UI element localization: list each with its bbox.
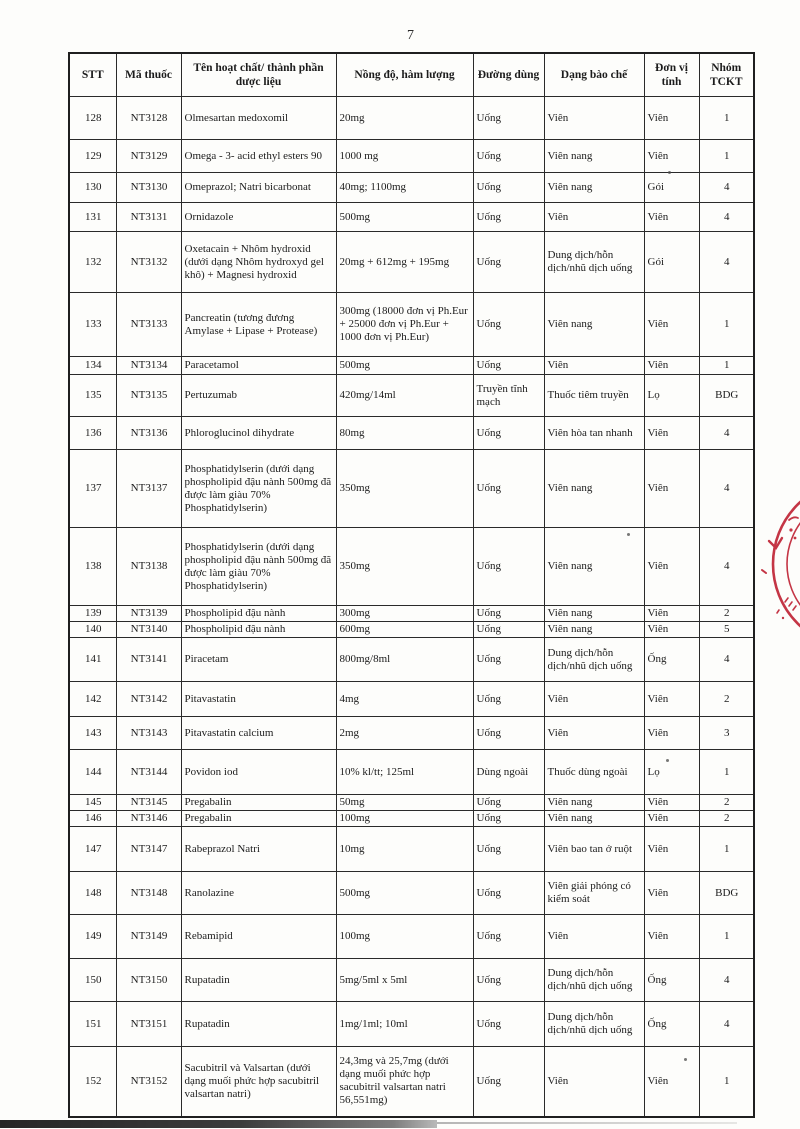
header-nhom-tckt: Nhóm TCKT bbox=[699, 53, 754, 97]
cell-name: Ranolazine bbox=[181, 872, 336, 915]
cell-strength: 10% kl/tt; 125ml bbox=[336, 750, 473, 795]
cell-group: BDG bbox=[699, 375, 754, 417]
cell-form: Dung dịch/hỗn dịch/nhũ dịch uống bbox=[544, 959, 644, 1002]
cell-name: Ornidazole bbox=[181, 203, 336, 232]
cell-name: Piracetam bbox=[181, 638, 336, 682]
cell-form: Viên nang bbox=[544, 606, 644, 622]
cell-unit: Viên bbox=[644, 140, 699, 173]
table-row bbox=[69, 622, 754, 638]
cell-code: NT3141 bbox=[116, 638, 181, 682]
cell-name: Pertuzumab bbox=[181, 375, 336, 417]
cell-route: Uống bbox=[473, 232, 544, 293]
cell-code: NT3139 bbox=[116, 606, 181, 622]
cell-name: Phloroglucinol dihydrate bbox=[181, 417, 336, 450]
cell-unit: Viên bbox=[644, 682, 699, 717]
cell-stt: 142 bbox=[69, 682, 116, 717]
cell-route: Uống bbox=[473, 811, 544, 827]
cell-name: Povidon iod bbox=[181, 750, 336, 795]
table-header bbox=[69, 53, 754, 97]
scan-noise-dot bbox=[684, 1058, 687, 1061]
table-row bbox=[69, 173, 754, 203]
cell-stt: 130 bbox=[69, 173, 116, 203]
cell-strength: 100mg bbox=[336, 811, 473, 827]
table-row bbox=[69, 1047, 754, 1117]
cell-code: NT3143 bbox=[116, 717, 181, 750]
cell-group: 4 bbox=[699, 203, 754, 232]
cell-form: Viên bbox=[544, 1047, 644, 1117]
cell-group: 1 bbox=[699, 915, 754, 959]
cell-strength: 80mg bbox=[336, 417, 473, 450]
cell-stt: 140 bbox=[69, 622, 116, 638]
cell-unit: Viên bbox=[644, 915, 699, 959]
cell-name: Paracetamol bbox=[181, 357, 336, 375]
table-row bbox=[69, 750, 754, 795]
cell-group: 4 bbox=[699, 959, 754, 1002]
cell-code: NT3144 bbox=[116, 750, 181, 795]
cell-form: Viên nang bbox=[544, 622, 644, 638]
cell-name: Omeprazol; Natri bicarbonat bbox=[181, 173, 336, 203]
table-header-row bbox=[69, 53, 754, 97]
cell-form: Viên bbox=[544, 203, 644, 232]
cell-form: Viên nang bbox=[544, 795, 644, 811]
cell-unit: Ống bbox=[644, 959, 699, 1002]
cell-group: 2 bbox=[699, 795, 754, 811]
cell-stt: 139 bbox=[69, 606, 116, 622]
cell-unit: Viên bbox=[644, 811, 699, 827]
cell-group: 4 bbox=[699, 173, 754, 203]
table-row bbox=[69, 638, 754, 682]
cell-group: BDG bbox=[699, 872, 754, 915]
cell-group: 1 bbox=[699, 357, 754, 375]
cell-strength: 20mg + 612mg + 195mg bbox=[336, 232, 473, 293]
cell-strength: 500mg bbox=[336, 203, 473, 232]
cell-route: Uống bbox=[473, 97, 544, 140]
cell-code: NT3151 bbox=[116, 1002, 181, 1047]
cell-group: 5 bbox=[699, 622, 754, 638]
cell-unit: Viên bbox=[644, 417, 699, 450]
cell-unit: Lọ bbox=[644, 750, 699, 795]
cell-stt: 137 bbox=[69, 450, 116, 528]
cell-unit: Viên bbox=[644, 622, 699, 638]
cell-code: NT3149 bbox=[116, 915, 181, 959]
cell-route: Uống bbox=[473, 638, 544, 682]
cell-name: Olmesartan medoxomil bbox=[181, 97, 336, 140]
header-nong-do: Nồng độ, hàm lượng bbox=[336, 53, 473, 97]
cell-unit: Gói bbox=[644, 173, 699, 203]
cell-form: Thuốc tiêm truyền bbox=[544, 375, 644, 417]
cell-route: Uống bbox=[473, 622, 544, 638]
cell-strength: 24,3mg và 25,7mg (dưới dạng muối phức hợp sacubitril valsartan natri 56,551mg) bbox=[336, 1047, 473, 1117]
cell-form: Dung dịch/hỗn dịch/nhũ dịch uống bbox=[544, 232, 644, 293]
table-row bbox=[69, 232, 754, 293]
cell-stt: 147 bbox=[69, 827, 116, 872]
cell-group: 1 bbox=[699, 140, 754, 173]
cell-stt: 138 bbox=[69, 528, 116, 606]
cell-strength: 20mg bbox=[336, 97, 473, 140]
cell-form: Viên bbox=[544, 97, 644, 140]
cell-form: Viên bbox=[544, 357, 644, 375]
cell-group: 4 bbox=[699, 450, 754, 528]
cell-form: Viên nang bbox=[544, 450, 644, 528]
cell-code: NT3146 bbox=[116, 811, 181, 827]
cell-code: NT3140 bbox=[116, 622, 181, 638]
table-row bbox=[69, 203, 754, 232]
cell-code: NT3129 bbox=[116, 140, 181, 173]
cell-name: Phosphatidylserin (dưới dạng phospholipid đậu nành 500mg đã được làm giàu 70% Phosphatidylserin) bbox=[181, 528, 336, 606]
table-row bbox=[69, 357, 754, 375]
cell-strength: 5mg/5ml x 5ml bbox=[336, 959, 473, 1002]
cell-strength: 4mg bbox=[336, 682, 473, 717]
cell-name: Rupatadin bbox=[181, 959, 336, 1002]
cell-unit: Viên bbox=[644, 357, 699, 375]
cell-form: Viên giải phóng có kiểm soát bbox=[544, 872, 644, 915]
cell-name: Pancreatin (tương đương Amylase + Lipase + Protease) bbox=[181, 293, 336, 357]
cell-strength: 10mg bbox=[336, 827, 473, 872]
cell-group: 2 bbox=[699, 811, 754, 827]
cell-stt: 143 bbox=[69, 717, 116, 750]
cell-name: Phospholipid đậu nành bbox=[181, 606, 336, 622]
cell-stt: 144 bbox=[69, 750, 116, 795]
cell-stt: 131 bbox=[69, 203, 116, 232]
cell-stt: 145 bbox=[69, 795, 116, 811]
drug-table-body bbox=[69, 97, 754, 1117]
scan-noise-dot bbox=[627, 533, 630, 536]
cell-strength: 350mg bbox=[336, 528, 473, 606]
header-don-vi-tinh: Đơn vị tính bbox=[644, 53, 699, 97]
cell-group: 2 bbox=[699, 606, 754, 622]
cell-strength: 300mg (18000 đơn vị Ph.Eur + 25000 đơn vị Ph.Eur + 1000 đơn vị Ph.Eur) bbox=[336, 293, 473, 357]
cell-unit: Lọ bbox=[644, 375, 699, 417]
cell-name: Phospholipid đậu nành bbox=[181, 622, 336, 638]
cell-name: Pregabalin bbox=[181, 811, 336, 827]
cell-route: Uống bbox=[473, 827, 544, 872]
cell-unit: Viên bbox=[644, 872, 699, 915]
table-row bbox=[69, 872, 754, 915]
table-row bbox=[69, 528, 754, 606]
cell-route: Uống bbox=[473, 1002, 544, 1047]
cell-stt: 148 bbox=[69, 872, 116, 915]
cell-name: Pregabalin bbox=[181, 795, 336, 811]
cell-code: NT3131 bbox=[116, 203, 181, 232]
cell-group: 3 bbox=[699, 717, 754, 750]
cell-group: 1 bbox=[699, 1047, 754, 1117]
cell-strength: 350mg bbox=[336, 450, 473, 528]
cell-route: Dùng ngoài bbox=[473, 750, 544, 795]
cell-strength: 500mg bbox=[336, 872, 473, 915]
cell-code: NT3136 bbox=[116, 417, 181, 450]
cell-stt: 132 bbox=[69, 232, 116, 293]
cell-group: 1 bbox=[699, 97, 754, 140]
cell-form: Viên nang bbox=[544, 528, 644, 606]
cell-form: Viên bbox=[544, 717, 644, 750]
cell-code: NT3145 bbox=[116, 795, 181, 811]
cell-route: Uống bbox=[473, 872, 544, 915]
cell-unit: Viên bbox=[644, 827, 699, 872]
table-row bbox=[69, 450, 754, 528]
cell-unit: Viên bbox=[644, 97, 699, 140]
cell-group: 4 bbox=[699, 417, 754, 450]
cell-stt: 149 bbox=[69, 915, 116, 959]
cell-stt: 146 bbox=[69, 811, 116, 827]
table-row bbox=[69, 417, 754, 450]
cell-stt: 128 bbox=[69, 97, 116, 140]
cell-route: Uống bbox=[473, 528, 544, 606]
cell-strength: 1000 mg bbox=[336, 140, 473, 173]
cell-name: Omega - 3- acid ethyl esters 90 bbox=[181, 140, 336, 173]
cell-route: Uống bbox=[473, 606, 544, 622]
header-dang-bao-che: Dạng bào chế bbox=[544, 53, 644, 97]
cell-unit: Ống bbox=[644, 638, 699, 682]
cell-name: Rebamipid bbox=[181, 915, 336, 959]
cell-form: Viên hòa tan nhanh bbox=[544, 417, 644, 450]
table-row bbox=[69, 795, 754, 811]
cell-route: Uống bbox=[473, 203, 544, 232]
cell-strength: 1mg/1ml; 10ml bbox=[336, 1002, 473, 1047]
cell-form: Thuốc dùng ngoài bbox=[544, 750, 644, 795]
cell-form: Dung dịch/hỗn dịch/nhũ dịch uống bbox=[544, 638, 644, 682]
cell-group: 2 bbox=[699, 682, 754, 717]
cell-strength: 40mg; 1100mg bbox=[336, 173, 473, 203]
cell-form: Viên nang bbox=[544, 173, 644, 203]
cell-code: NT3133 bbox=[116, 293, 181, 357]
cell-strength: 800mg/8ml bbox=[336, 638, 473, 682]
cell-stt: 150 bbox=[69, 959, 116, 1002]
cell-group: 1 bbox=[699, 827, 754, 872]
cell-unit: Viên bbox=[644, 1047, 699, 1117]
cell-name: Phosphatidylserin (dưới dạng phospholipid đậu nành 500mg đã được làm giàu 70% Phosphatidylserin) bbox=[181, 450, 336, 528]
cell-route: Uống bbox=[473, 417, 544, 450]
header-stt: STT bbox=[69, 53, 116, 97]
cell-unit: Viên bbox=[644, 606, 699, 622]
cell-code: NT3128 bbox=[116, 97, 181, 140]
scan-noise-dot bbox=[668, 171, 671, 174]
cell-route: Uống bbox=[473, 795, 544, 811]
cell-code: NT3135 bbox=[116, 375, 181, 417]
table-row bbox=[69, 606, 754, 622]
cell-code: NT3148 bbox=[116, 872, 181, 915]
cell-route: Uống bbox=[473, 682, 544, 717]
cell-name: Pitavastatin bbox=[181, 682, 336, 717]
cell-code: NT3134 bbox=[116, 357, 181, 375]
cell-stt: 141 bbox=[69, 638, 116, 682]
page-number: 7 bbox=[407, 28, 414, 43]
cell-form: Viên bao tan ở ruột bbox=[544, 827, 644, 872]
scan-artifact-bar bbox=[0, 1120, 437, 1128]
table-row bbox=[69, 682, 754, 717]
cell-code: NT3152 bbox=[116, 1047, 181, 1117]
cell-code: NT3150 bbox=[116, 959, 181, 1002]
table-row bbox=[69, 827, 754, 872]
table-row bbox=[69, 1002, 754, 1047]
cell-form: Viên bbox=[544, 682, 644, 717]
cell-name: Oxetacain + Nhôm hydroxid (dưới dạng Nhôm hydroxyd gel khô) + Magnesi hydroxid bbox=[181, 232, 336, 293]
cell-stt: 133 bbox=[69, 293, 116, 357]
cell-unit: Viên bbox=[644, 450, 699, 528]
cell-name: Rupatadin bbox=[181, 1002, 336, 1047]
cell-stt: 151 bbox=[69, 1002, 116, 1047]
cell-strength: 420mg/14ml bbox=[336, 375, 473, 417]
cell-stt: 136 bbox=[69, 417, 116, 450]
header-duong-dung: Đường dùng bbox=[473, 53, 544, 97]
cell-strength: 100mg bbox=[336, 915, 473, 959]
cell-route: Truyền tĩnh mạch bbox=[473, 375, 544, 417]
cell-unit: Viên bbox=[644, 293, 699, 357]
cell-route: Uống bbox=[473, 450, 544, 528]
cell-form: Viên bbox=[544, 915, 644, 959]
official-red-stamp bbox=[755, 478, 800, 653]
table-row bbox=[69, 811, 754, 827]
cell-group: 4 bbox=[699, 1002, 754, 1047]
cell-unit: Viên bbox=[644, 795, 699, 811]
cell-unit: Viên bbox=[644, 528, 699, 606]
cell-strength: 50mg bbox=[336, 795, 473, 811]
cell-strength: 600mg bbox=[336, 622, 473, 638]
table-row bbox=[69, 915, 754, 959]
cell-group: 4 bbox=[699, 232, 754, 293]
cell-route: Uống bbox=[473, 1047, 544, 1117]
table-row bbox=[69, 97, 754, 140]
cell-route: Uống bbox=[473, 173, 544, 203]
cell-code: NT3130 bbox=[116, 173, 181, 203]
cell-unit: Gói bbox=[644, 232, 699, 293]
cell-form: Viên nang bbox=[544, 293, 644, 357]
cell-route: Uống bbox=[473, 959, 544, 1002]
cell-stt: 134 bbox=[69, 357, 116, 375]
cell-route: Uống bbox=[473, 140, 544, 173]
cell-code: NT3132 bbox=[116, 232, 181, 293]
header-ten-hoat-chat: Tên hoạt chất/ thành phần dược liệu bbox=[181, 53, 336, 97]
cell-code: NT3147 bbox=[116, 827, 181, 872]
table-row bbox=[69, 375, 754, 417]
cell-route: Uống bbox=[473, 717, 544, 750]
table-row bbox=[69, 140, 754, 173]
cell-group: 1 bbox=[699, 750, 754, 795]
cell-code: NT3138 bbox=[116, 528, 181, 606]
cell-route: Uống bbox=[473, 915, 544, 959]
cell-group: 4 bbox=[699, 638, 754, 682]
table-row bbox=[69, 293, 754, 357]
cell-strength: 300mg bbox=[336, 606, 473, 622]
cell-name: Sacubitril và Valsartan (dưới dạng muối phức hợp sacubitril valsartan natri) bbox=[181, 1047, 336, 1117]
cell-strength: 500mg bbox=[336, 357, 473, 375]
cell-strength: 2mg bbox=[336, 717, 473, 750]
cell-route: Uống bbox=[473, 357, 544, 375]
cell-unit: Viên bbox=[644, 203, 699, 232]
cell-stt: 129 bbox=[69, 140, 116, 173]
cell-code: NT3137 bbox=[116, 450, 181, 528]
cell-name: Pitavastatin calcium bbox=[181, 717, 336, 750]
cell-route: Uống bbox=[473, 293, 544, 357]
table-row bbox=[69, 959, 754, 1002]
cell-code: NT3142 bbox=[116, 682, 181, 717]
cell-form: Dung dịch/hỗn dịch/nhũ dịch uống bbox=[544, 1002, 644, 1047]
cell-group: 1 bbox=[699, 293, 754, 357]
cell-group: 4 bbox=[699, 528, 754, 606]
cell-stt: 152 bbox=[69, 1047, 116, 1117]
cell-stt: 135 bbox=[69, 375, 116, 417]
cell-unit: Ống bbox=[644, 1002, 699, 1047]
scan-artifact-line bbox=[437, 1122, 737, 1124]
header-ma-thuoc: Mã thuốc bbox=[116, 53, 181, 97]
scan-noise-dot bbox=[666, 759, 669, 762]
cell-name: Rabeprazol Natri bbox=[181, 827, 336, 872]
cell-unit: Viên bbox=[644, 717, 699, 750]
table-row bbox=[69, 717, 754, 750]
cell-form: Viên nang bbox=[544, 140, 644, 173]
cell-form: Viên nang bbox=[544, 811, 644, 827]
drug-table bbox=[68, 52, 755, 1118]
